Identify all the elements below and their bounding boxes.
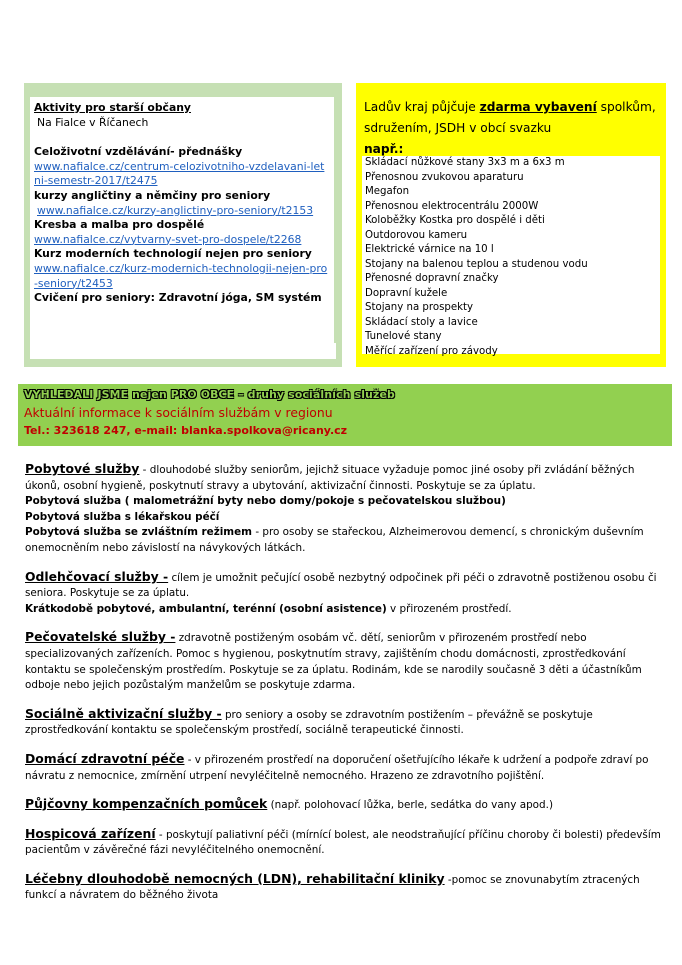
service-description: (např. polohovací lůžka, berle, sedátka do vany apod.) (267, 799, 553, 812)
equipment-item: Stojany na prospekty (365, 302, 474, 313)
equipment-intro (364, 97, 660, 160)
equipment-item: Přenosnou elektrocentrálu 2000W (365, 200, 539, 212)
activity-title: Cvičení pro seniory: Zdravotní jóga, SM systém (34, 291, 322, 305)
service-section (25, 569, 665, 618)
equipment-item: Outdorovou kameru (365, 229, 468, 241)
services-list (25, 461, 665, 916)
service-description: - v přirozeném prostředí na doporučení ošetřujícího lékaře k udržení a podpoře zdraví po návratu z nemocnice, zmírnění utrpení nevyléčitelně nemocného. Hrazeno ze zdravotního pojištění. (25, 753, 649, 782)
service-subtype-text: v přirozeném prostředí. (386, 602, 512, 615)
senior-activities-content (30, 97, 334, 343)
equipment-item: Měřící zařízení pro závody (365, 345, 498, 357)
senior-activities-box (24, 83, 342, 367)
service-description: - poskytují paliativní péči (mírnící bolest, ale neodstraňující příčinu choroby či bolesti) především pacientům v závěrečné fázi nevyléčitelného onemocnění. (25, 828, 661, 857)
equipment-example-label: např.: (364, 142, 404, 156)
activity-title: Kurz moderních technologií nejen pro seniory (34, 247, 312, 261)
activity-link[interactable]: www.nafialce.cz/vytvarny-svet-pro-dospele/t2268 (34, 232, 302, 246)
equipment-item: Přenosnou zvukovou aparaturu (365, 171, 524, 183)
service-title: Odlehčovací služby - (25, 568, 169, 584)
service-subtype: Pobytová služba ( malometrážní byty nebo domy/pokoje s pečovatelskou službou) (25, 495, 506, 508)
equipment-item: Skládací nůžkové stany 3x3 m a 6x3 m (365, 157, 565, 168)
social-services-banner (18, 384, 672, 446)
equipment-item: Přenosné dopravní značky (365, 273, 499, 284)
service-section (25, 751, 665, 784)
activity-title: kurzy angličtiny a němčiny pro seniory (34, 188, 271, 202)
service-subtype: Krátkodobě pobytové, ambulantní, terénní (osobní asistence) (25, 602, 387, 615)
service-subtype: Pobytová služba s lékařskou péčí (25, 510, 220, 523)
service-description: pro seniory a osoby se zdravotním postižením – převážně se poskytuje zprostředkování kontaktu se společenským prostředí, sociálně terapeutické činnosti. (25, 708, 593, 737)
banner-title: VYHLEDALI JSME nejen PRO OBCE – druhy sociálních služeb (24, 388, 395, 401)
service-title: Pečovatelské služby - (25, 629, 176, 645)
service-subtype: Pobytová služba se zvláštním režimem (25, 526, 253, 539)
service-description: zdravotně postiženým osobám vč. dětí, seniorům v přirozeném prostředí nebo specializovaných zařízeních. Pomoc s hygienou, poskytnutím stravy, zajištěním chodu domácnosti, zprostředkování kontaktu se společenským prostředím. Poskytuje se za úplatu. Rodinám, kde se narodily současně 3 děti a účastníkům odboje nebo jejich pozůstalým manželům se poskytuje zdarma. (25, 632, 642, 692)
service-description: - dlouhodobé služby seniorům, jejichž situace vyžaduje pomoc jiné osoby při zvládání běžných úkonů, osobní hygieně, poskytnutí stravy a ubytování, aktivizační činnosti. Poskytuje se za úplatu. (25, 464, 635, 492)
equipment-intro-text: Ladův kraj půjčuje (364, 100, 480, 114)
service-title: Léčebny dlouhodobě nemocných (LDN), rehabilitační kliniky (25, 870, 445, 886)
senior-activities-heading: Aktivity pro starší občany (34, 101, 191, 114)
equipment-item: Dopravní kužele (365, 287, 448, 299)
banner-contact: Tel.: 323618 247, e-mail: blanka.spolkova@ricany.cz (24, 424, 348, 437)
equipment-item: Koloběžky Kostka pro dospělé i děti (365, 215, 545, 226)
equipment-item: Tunelové stany (365, 331, 442, 342)
service-description: -pomoc se znovunabytím ztracených funkcí a návratem do běžného života (25, 873, 640, 902)
activity-link[interactable]: www.nafialce.cz/kurzy-anglictiny-pro-seniory/t2153 (37, 203, 314, 217)
service-title: Sociálně aktivizační služby - (25, 705, 222, 721)
service-title: Pobytové služby (25, 461, 140, 476)
service-section (25, 706, 665, 739)
service-description: cílem je umožnit pečující osobě nezbytný odpočinek při péči o zdravotně postiženou osobu či seniora. Poskytuje se za úplatu. (25, 571, 657, 600)
equipment-box (356, 83, 666, 367)
equipment-list (362, 156, 660, 357)
service-section (25, 629, 665, 693)
activity-link[interactable]: www.nafialce.cz/kurz-modernich-technologii-nejen-pro-seniory/t2453 (34, 261, 328, 290)
box-divider (30, 343, 336, 359)
equipment-free-label: zdarma vybavení (479, 100, 597, 114)
activity-title: Kresba a malba pro dospělé (34, 218, 205, 232)
activity-title: Celoživotní vzdělávání- přednášky (34, 145, 243, 159)
activity-link[interactable]: www.nafialce.cz/centrum-celozivotniho-vzdelavani-letni-semestr-2017/t2475 (34, 159, 325, 188)
equipment-item: Elektrické várnice na 10 l (365, 244, 494, 255)
service-title: Domácí zdravotní péče (25, 750, 185, 766)
service-subtype-text: - pro osoby se stařeckou, Alzheimerovou demencí, s chronickým duševním onemocněním nebo závislostí na návykových látkách. (25, 526, 644, 554)
equipment-item: Megafon (365, 186, 410, 197)
service-title: Hospicová zařízení (25, 825, 156, 841)
equipment-item: Skládací stoly a lavice (365, 316, 478, 328)
equipment-intro-text-2: spolkům, sdružením, JSDH v obcí svazku (364, 100, 656, 135)
senior-activities-subheading: Na Fialce v Říčanech (37, 115, 149, 129)
equipment-item: Stojany na balenou teplou a studenou vodu (365, 258, 588, 270)
service-section (25, 871, 665, 904)
service-section (25, 796, 665, 814)
service-section (25, 461, 665, 557)
service-section (25, 826, 665, 859)
banner-subtitle: Aktuální informace k sociálním službám v regionu (24, 405, 333, 420)
service-title: Půjčovny kompenzačních pomůcek (25, 796, 268, 812)
